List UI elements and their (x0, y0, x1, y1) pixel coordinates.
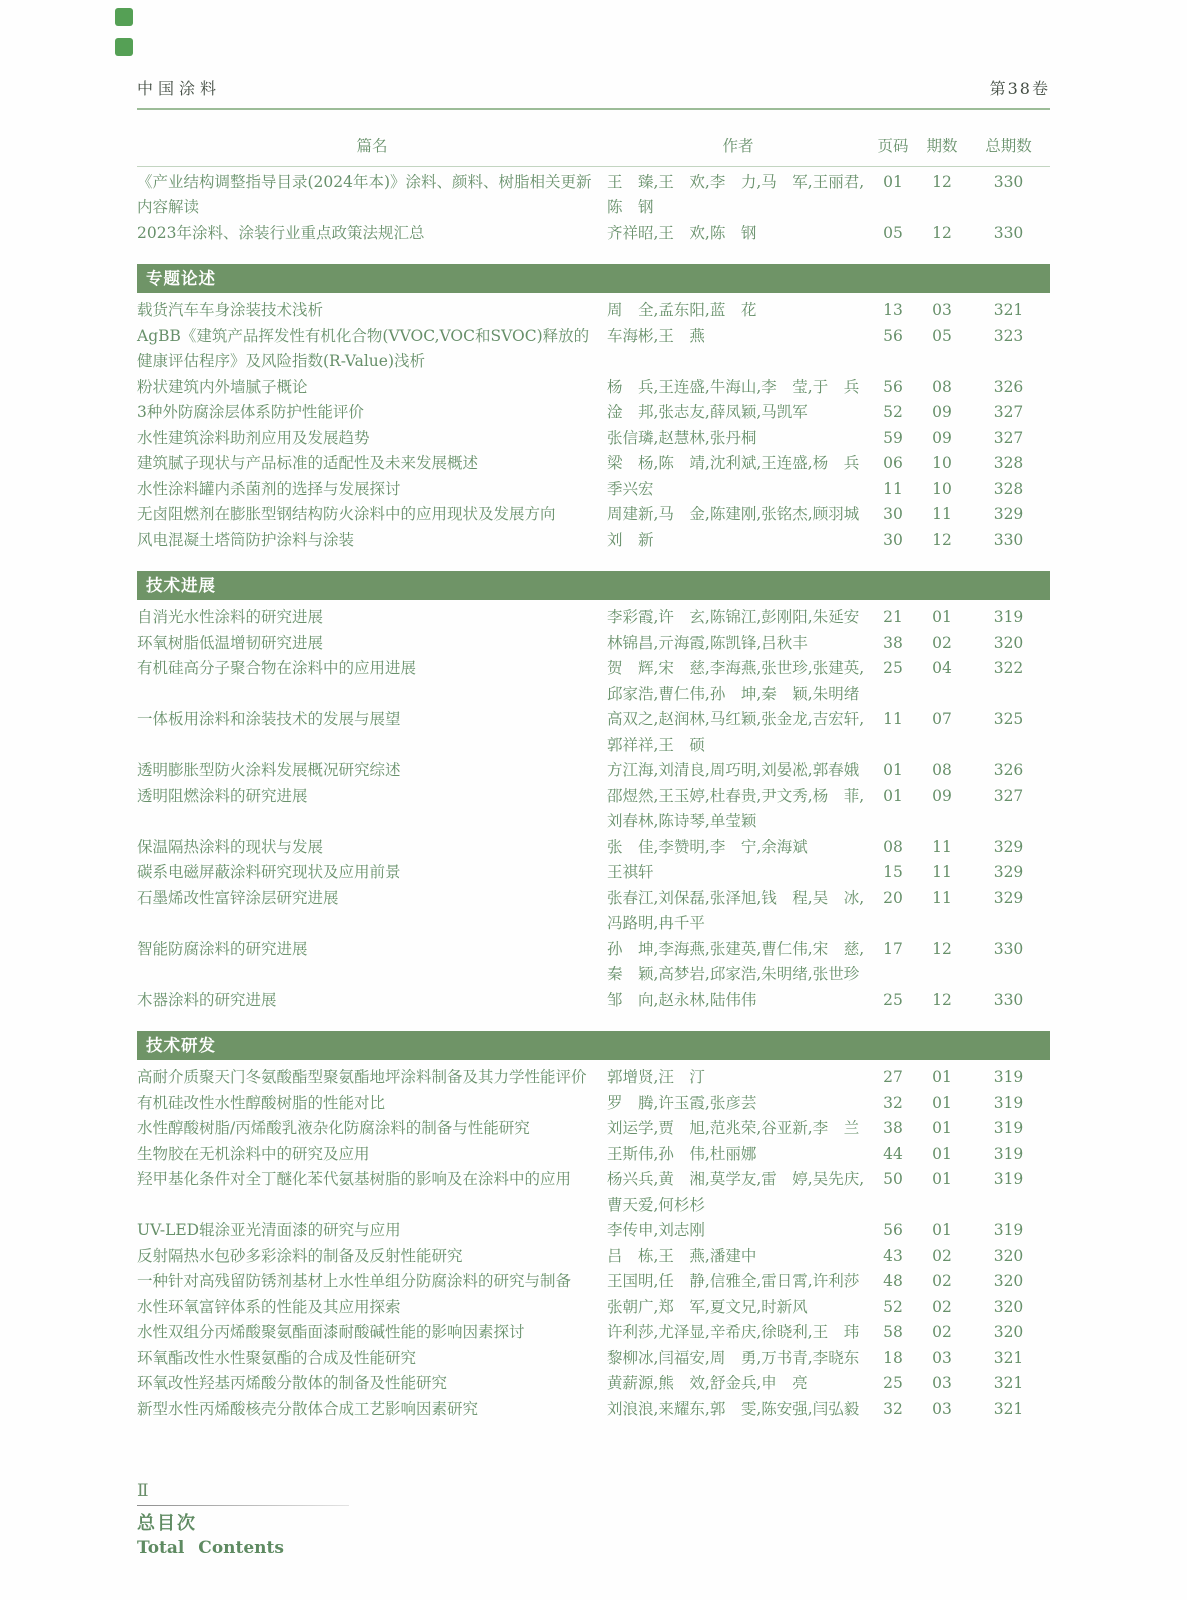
article-authors: 吕 栋,王 燕,潘建中 (607, 1246, 757, 1265)
article-title: 风电混凝土塔筒防护涂料与涂装 (137, 530, 355, 549)
article-total-issue: 323 (993, 326, 1024, 345)
toc-row (137, 860, 1050, 886)
article-total-issue: 327 (993, 428, 1024, 447)
article-page: 25 (883, 659, 903, 677)
article-issue: 03 (932, 301, 952, 319)
toc-row (137, 937, 1050, 988)
toc-row (137, 988, 1050, 1014)
article-issue: 12 (932, 172, 952, 191)
article-title: 水性建筑涂料助剂应用及发展趋势 (137, 428, 370, 447)
article-page: 01 (883, 172, 903, 191)
article-authors: 季兴宏 (607, 479, 654, 498)
toc-row (137, 375, 1050, 401)
article-total-issue: 327 (993, 786, 1024, 805)
toc-row (137, 656, 1050, 707)
article-issue: 01 (932, 1119, 952, 1137)
article-total-issue: 329 (993, 505, 1024, 523)
article-authors: 王斯伟,孙 伟,杜丽娜 (607, 1144, 757, 1163)
article-authors: 杨 兵,王连盛,牛海山,李 莹,于 兵 (607, 377, 860, 396)
toc-row (137, 605, 1050, 631)
green-square-icon (115, 8, 133, 26)
toc-row (137, 1346, 1050, 1372)
article-title: 生物胶在无机涂料中的研究及应用 (137, 1144, 370, 1163)
page-header (137, 76, 1050, 110)
table-column-header (137, 134, 1050, 167)
article-total-issue: 322 (993, 659, 1024, 677)
article-authors: 李传申,刘志刚 (607, 1221, 705, 1239)
article-page: 32 (883, 1093, 903, 1112)
column-header-title: 篇名 (356, 137, 388, 155)
page-footer (137, 1482, 1050, 1558)
article-authors: 许利莎,尤泽显,辛希庆,徐晓利,王 玮 (607, 1323, 860, 1341)
toc-row (137, 451, 1050, 477)
article-title: 一体板用涂料和涂装技术的发展与展望 (137, 710, 401, 728)
article-total-issue: 320 (993, 1323, 1024, 1341)
toc-content (137, 134, 1050, 1422)
article-page: 56 (883, 1221, 903, 1239)
article-total-issue: 321 (993, 301, 1024, 319)
article-issue: 02 (932, 1272, 952, 1290)
article-issue: 04 (932, 659, 952, 677)
article-authors: 黎柳冰,闫福安,周 勇,万书青,李晓东 (607, 1348, 860, 1367)
article-total-issue: 330 (993, 990, 1024, 1009)
article-title: 木器涂料的研究进展 (137, 990, 277, 1009)
toc-row (137, 631, 1050, 657)
article-title: 石墨烯改性富锌涂层研究进展 (137, 888, 339, 907)
article-title: 粉状建筑内外墙腻子概论 (137, 377, 308, 396)
footer-page-number: Ⅱ (137, 1481, 149, 1501)
toc-row (137, 1142, 1050, 1168)
article-title: 水性醇酸树脂/丙烯酸乳液杂化防腐涂料的制备与性能研究 (137, 1119, 530, 1137)
article-page: 30 (883, 505, 903, 523)
article-page: 11 (883, 710, 903, 728)
article-authors: 刘浪浪,来耀东,郭 雯,陈安强,闫弘毅 (607, 1399, 860, 1418)
article-issue: 12 (932, 530, 952, 549)
journal-title: 中国涂料 (137, 79, 222, 98)
article-page: 08 (883, 837, 903, 856)
article-total-issue: 327 (993, 403, 1024, 421)
article-total-issue: 321 (993, 1348, 1024, 1367)
article-title: 保温隔热涂料的现状与发展 (137, 837, 324, 856)
toc-row (137, 835, 1050, 861)
article-page: 11 (883, 479, 903, 498)
article-page: 17 (883, 939, 903, 958)
article-issue: 02 (932, 1323, 952, 1341)
article-authors: 高双之,赵润林,马红颖,张金龙,吉宏轩,郭祥祥,王 硕 (607, 710, 865, 754)
article-issue: 01 (932, 1144, 952, 1163)
article-page: 27 (883, 1068, 903, 1086)
toc-row (137, 1091, 1050, 1117)
article-page: 21 (883, 608, 903, 626)
article-total-issue: 329 (993, 863, 1024, 881)
article-authors: 郭增贤,汪 汀 (607, 1068, 705, 1086)
article-title: 智能防腐涂料的研究进展 (137, 939, 308, 958)
article-authors: 张朝广,郑 军,夏文兄,时新风 (607, 1297, 808, 1316)
section-banner: 技术研发 (137, 1031, 1050, 1060)
toc-row (137, 1244, 1050, 1270)
column-header-total: 总期数 (985, 137, 1032, 155)
article-issue: 05 (932, 326, 952, 345)
article-title: 3种外防腐涂层体系防护性能评价 (137, 403, 364, 421)
article-title: 水性环氧富锌体系的性能及其应用探索 (137, 1297, 401, 1316)
article-authors: 罗 腾,许玉霞,张彦芸 (607, 1093, 757, 1112)
article-authors: 周 全,孟东阳,蓝 花 (607, 301, 757, 319)
column-header-authors: 作者 (722, 137, 754, 155)
toc-row (137, 1269, 1050, 1295)
article-issue: 11 (932, 837, 952, 856)
article-title: 碳系电磁屏蔽涂料研究现状及应用前景 (137, 863, 401, 881)
article-issue: 01 (932, 1221, 952, 1239)
toc-row (137, 1397, 1050, 1423)
article-page: 13 (883, 301, 903, 319)
column-header-issue: 期数 (926, 137, 958, 155)
toc-sections (137, 170, 1050, 1423)
toc-row (137, 784, 1050, 835)
article-authors: 淦 邦,张志友,薛凤颖,马凯军 (607, 403, 808, 421)
article-title: 透明阻燃涂料的研究进展 (137, 786, 308, 805)
column-header-page: 页码 (877, 137, 909, 155)
article-total-issue: 320 (993, 1272, 1024, 1290)
article-page: 44 (883, 1144, 903, 1163)
article-issue: 08 (932, 377, 952, 396)
article-issue: 01 (932, 1170, 952, 1188)
article-issue: 01 (932, 1093, 952, 1112)
article-issue: 03 (932, 1348, 952, 1367)
article-page: 05 (883, 223, 903, 242)
article-total-issue: 319 (993, 1068, 1024, 1086)
article-total-issue: 326 (993, 377, 1024, 396)
article-page: 38 (883, 633, 903, 652)
article-page: 38 (883, 1119, 903, 1137)
article-issue: 03 (932, 1399, 952, 1418)
article-issue: 12 (932, 939, 952, 958)
article-authors: 张 佳,李赞明,李 宁,余海斌 (607, 837, 808, 856)
toc-row (137, 1167, 1050, 1218)
toc-row (137, 502, 1050, 528)
article-total-issue: 319 (993, 1119, 1024, 1137)
article-total-issue: 326 (993, 761, 1024, 779)
toc-row (137, 477, 1050, 503)
article-title: 无卤阻燃剂在膨胀型钢结构防火涂料中的应用现状及发展方向 (137, 505, 556, 523)
article-issue: 08 (932, 761, 952, 779)
toc-row (137, 170, 1050, 221)
article-authors: 王祺轩 (607, 863, 654, 881)
article-total-issue: 325 (993, 710, 1024, 728)
article-authors: 邵煜然,王玉婷,杜春贵,尹文秀,杨 菲,刘春林,陈诗琴,单莹颖 (607, 786, 865, 830)
article-title: 高耐介质聚天门冬氨酸酯型聚氨酯地坪涂料制备及其力学性能评价 (137, 1068, 587, 1086)
volume-label: 第38卷 (989, 79, 1050, 98)
article-total-issue: 330 (993, 939, 1024, 958)
article-title: 环氧改性羟基丙烯酸分散体的制备及性能研究 (137, 1374, 448, 1392)
article-authors: 王 臻,王 欢,李 力,马 军,王丽君,陈 钢 (607, 172, 865, 216)
article-issue: 09 (932, 403, 952, 421)
article-authors: 贺 辉,宋 慈,李海燕,张世珍,张建英,邱家浩,曹仁伟,孙 坤,秦 颖,朱明绪 (607, 659, 865, 703)
toc-row (137, 1218, 1050, 1244)
article-authors: 方江海,刘清良,周巧明,刘晏凇,郭春娥 (607, 761, 860, 779)
article-issue: 01 (932, 608, 952, 626)
section-banner: 专题论述 (137, 264, 1050, 293)
article-page: 06 (883, 454, 903, 472)
article-authors: 车海彬,王 燕 (607, 326, 705, 345)
toc-row (137, 298, 1050, 324)
article-page: 32 (883, 1399, 903, 1418)
toc-row (137, 1116, 1050, 1142)
article-page: 25 (883, 1374, 903, 1392)
article-title: UV-LED辊涂亚光清面漆的研究与应用 (137, 1221, 401, 1239)
article-title: 《产业结构调整指导目录(2024年本)》涂料、颜料、树脂相关更新内容解读 (137, 172, 592, 216)
toc-row (137, 758, 1050, 784)
article-issue: 02 (932, 1297, 952, 1316)
toc-row (137, 1320, 1050, 1346)
article-title: 自消光水性涂料的研究进展 (137, 608, 324, 626)
article-total-issue: 321 (993, 1399, 1024, 1418)
toc-row (137, 1371, 1050, 1397)
article-total-issue: 319 (993, 1093, 1024, 1112)
article-title: 2023年涂料、涂装行业重点政策法规汇总 (137, 223, 425, 242)
toc-row (137, 707, 1050, 758)
article-issue: 01 (932, 1068, 952, 1086)
toc-row (137, 426, 1050, 452)
article-page: 56 (883, 326, 903, 345)
article-authors: 邹 向,赵永林,陆伟伟 (607, 990, 757, 1009)
article-issue: 09 (932, 786, 952, 805)
section-banner: 技术进展 (137, 571, 1050, 600)
article-total-issue: 330 (993, 223, 1024, 242)
article-title: 载货汽车车身涂装技术浅析 (137, 301, 324, 319)
article-title: AgBB《建筑产品挥发性有机化合物(VVOC,VOC和SVOC)释放的健康评估程序》及风险指数(R-Value)浅析 (137, 326, 590, 370)
article-total-issue: 320 (993, 1297, 1024, 1316)
article-authors: 张信璘,赵慧林,张丹桐 (607, 428, 757, 447)
article-page: 58 (883, 1323, 903, 1341)
article-page: 18 (883, 1348, 903, 1367)
article-page: 01 (883, 786, 903, 805)
article-page: 15 (883, 863, 903, 881)
article-issue: 02 (932, 1246, 952, 1265)
corner-marks (115, 8, 133, 68)
article-title: 新型水性丙烯酸核壳分散体合成工艺影响因素研究 (137, 1399, 479, 1418)
article-authors: 刘 新 (607, 530, 654, 549)
toc-row (137, 324, 1050, 375)
article-title: 水性双组分丙烯酸聚氨酯面漆耐酸碱性能的影响因素探讨 (137, 1323, 525, 1341)
article-authors: 王国明,任 静,信雅全,雷日霄,许利莎 (607, 1272, 860, 1290)
article-total-issue: 319 (993, 1144, 1024, 1163)
article-page: 50 (883, 1170, 903, 1188)
article-page: 30 (883, 530, 903, 549)
article-authors: 齐祥昭,王 欢,陈 钢 (607, 223, 757, 242)
footer-divider (137, 1505, 349, 1506)
article-total-issue: 329 (993, 888, 1024, 907)
article-page: 59 (883, 428, 903, 447)
article-issue: 12 (932, 223, 952, 242)
article-authors: 杨兴兵,黄 湘,莫学友,雷 婷,吴先庆,曹天爱,何杉杉 (607, 1170, 865, 1214)
article-authors: 梁 杨,陈 靖,沈利斌,王连盛,杨 兵 (607, 454, 860, 472)
article-issue: 12 (932, 990, 952, 1009)
toc-row (137, 528, 1050, 554)
article-issue: 09 (932, 428, 952, 447)
toc-row (137, 221, 1050, 247)
article-page: 20 (883, 888, 903, 907)
toc-row (137, 1065, 1050, 1091)
article-page: 56 (883, 377, 903, 396)
article-title: 水性涂料罐内杀菌剂的选择与发展探讨 (137, 479, 401, 498)
article-page: 01 (883, 761, 903, 779)
article-total-issue: 328 (993, 479, 1024, 498)
article-issue: 10 (932, 479, 952, 498)
toc-row (137, 1295, 1050, 1321)
article-page: 52 (883, 1297, 903, 1316)
article-title: 羟甲基化条件对全丁醚化苯代氨基树脂的影响及在涂料中的应用 (137, 1170, 572, 1188)
article-issue: 03 (932, 1374, 952, 1392)
article-authors: 林锦昌,亓海霞,陈凯锋,吕秋丰 (607, 633, 808, 652)
article-authors: 孙 坤,李海燕,张建英,曹仁伟,宋 慈,秦 颖,高梦岩,邱家浩,朱明绪,张世珍 (607, 939, 865, 983)
article-title: 透明膨胀型防火涂料发展概况研究综述 (137, 761, 401, 779)
article-issue: 11 (932, 863, 952, 881)
article-total-issue: 319 (993, 1170, 1024, 1188)
article-issue: 11 (932, 888, 952, 907)
article-total-issue: 320 (993, 1246, 1024, 1265)
article-total-issue: 319 (993, 608, 1024, 626)
article-page: 52 (883, 403, 903, 421)
article-total-issue: 328 (993, 454, 1024, 472)
article-total-issue: 330 (993, 172, 1024, 191)
article-title: 建筑腻子现状与产品标准的适配性及未来发展概述 (137, 454, 479, 472)
article-total-issue: 321 (993, 1374, 1024, 1392)
article-title: 有机硅高分子聚合物在涂料中的应用进展 (137, 659, 417, 677)
article-page: 25 (883, 990, 903, 1009)
article-page: 48 (883, 1272, 903, 1290)
article-title: 环氧酯改性水性聚氨酯的合成及性能研究 (137, 1348, 417, 1367)
article-title: 有机硅改性水性醇酸树脂的性能对比 (137, 1093, 386, 1112)
article-issue: 02 (932, 633, 952, 652)
article-issue: 10 (932, 454, 952, 472)
toc-row (137, 886, 1050, 937)
article-authors: 张春江,刘保磊,张泽旭,钱 程,吴 冰,冯路明,冉千平 (607, 888, 865, 932)
article-authors: 刘运学,贾 旭,范兆荣,谷亚新,李 兰 (607, 1119, 860, 1137)
article-issue: 11 (932, 505, 952, 523)
toc-row (137, 400, 1050, 426)
article-authors: 周建新,马 金,陈建刚,张铭杰,顾羽城 (607, 505, 860, 523)
article-total-issue: 329 (993, 837, 1024, 856)
article-authors: 黄薪源,熊 效,舒金兵,申 亮 (607, 1374, 808, 1392)
green-square-icon (115, 38, 133, 56)
article-page: 43 (883, 1246, 903, 1265)
article-title: 一种针对高残留防锈剂基材上水性单组分防腐涂料的研究与制备 (137, 1272, 572, 1290)
article-title: 反射隔热水包砂多彩涂料的制备及反射性能研究 (137, 1246, 463, 1265)
article-issue: 07 (932, 710, 952, 728)
article-authors: 李彩霞,许 玄,陈锦江,彭刚阳,朱延安 (607, 608, 860, 626)
footer-title-cn: 总目次 (137, 1513, 197, 1534)
article-total-issue: 319 (993, 1221, 1024, 1239)
article-total-issue: 320 (993, 633, 1024, 652)
article-title: 环氧树脂低温增韧研究进展 (137, 633, 324, 652)
footer-title-en: Total Contents (137, 1538, 284, 1558)
article-total-issue: 330 (993, 530, 1024, 549)
